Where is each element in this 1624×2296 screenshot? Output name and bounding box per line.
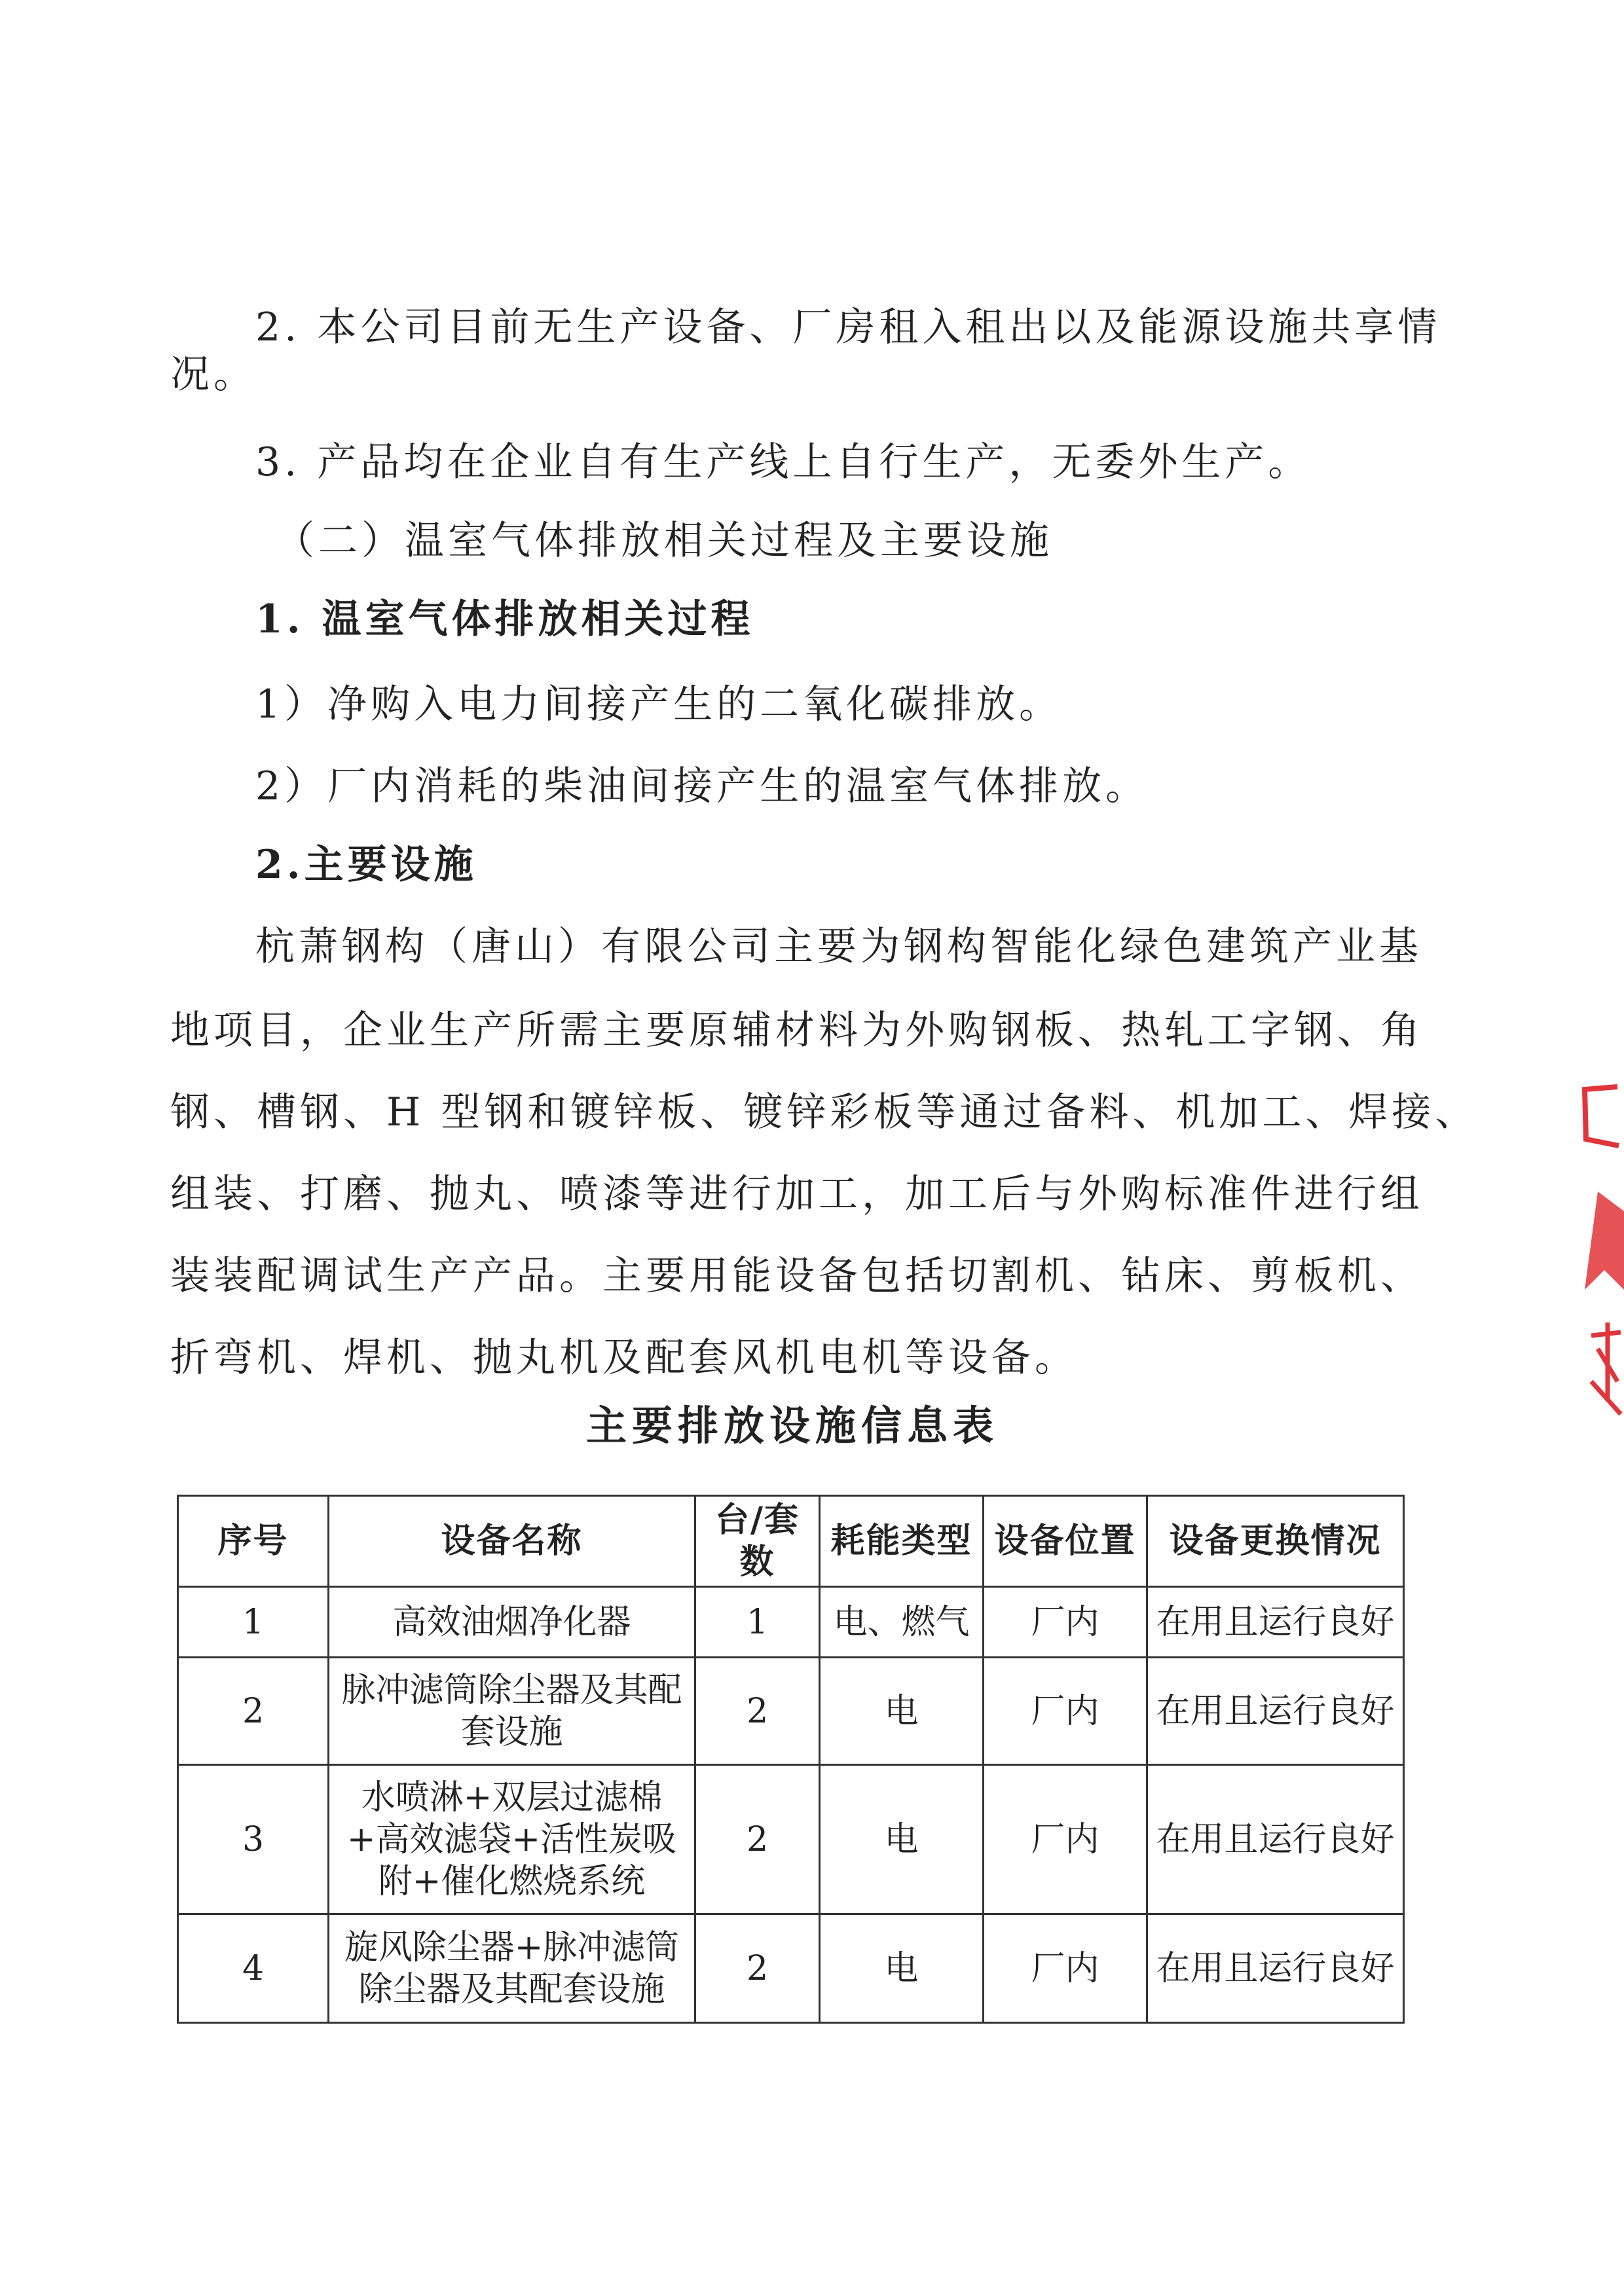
paragraph-line: 2）厂内消耗的柴油间接产生的温室气体排放。 [255,763,1149,809]
paragraph-line: 折弯机、焊机、抛丸机及配套风机电机等设备。 [170,1335,1078,1381]
cell-count: 2 [695,1765,820,1914]
table-row [178,1765,1404,1914]
table-row [178,1658,1404,1765]
cell-no: 1 [178,1587,329,1658]
header-status: 设备更换情况 [1147,1496,1404,1587]
subsection-heading: 2.主要设施 [255,842,477,888]
cell-name: 水喷淋+双层过滤棉+高效滤袋+活性炭吸附+催化燃烧系统 [329,1765,695,1914]
paragraph-line: 装装配调试生产产品。主要用能设备包括切割机、钻床、剪板机、 [170,1253,1424,1299]
seal-arc [1585,1087,1619,1146]
header-location: 设备位置 [984,1496,1147,1587]
header-no: 序号 [178,1496,329,1587]
cell-no: 3 [178,1765,329,1914]
table-header-row [178,1496,1404,1587]
header-count: 台/套数 [695,1496,820,1587]
paragraph-line: 地项目，企业生产所需主要原辅材料为外购钢板、热轧工字钢、角 [170,1008,1424,1053]
cell-name: 脉冲滤筒除尘器及其配套设施 [329,1658,695,1765]
cell-location: 厂内 [984,1914,1147,2023]
cell-status: 在用且运行良好 [1147,1765,1404,1914]
cell-no: 2 [178,1658,329,1765]
cell-status: 在用且运行良好 [1147,1587,1404,1658]
cell-count: 1 [695,1587,820,1658]
cell-name: 旋风除尘器+脉冲滤筒除尘器及其配套设施 [329,1914,695,2023]
red-seal-stamp [1572,1074,1624,1427]
cell-status: 在用且运行良好 [1147,1914,1404,2023]
header-energy: 耗能类型 [820,1496,984,1587]
cell-energy: 电 [820,1914,984,2023]
paragraph-line: 组装、打磨、抛丸、喷漆等进行加工，加工后与外购标准件进行组 [170,1171,1424,1217]
section-heading: （二）温室气体排放相关过程及主要设施 [275,518,1053,564]
cell-location: 厂内 [984,1765,1147,1914]
cell-count: 2 [695,1658,820,1765]
cell-count: 2 [695,1914,820,2023]
table-row [178,1587,1404,1658]
facilities-table [177,1495,1405,2024]
seal-star [1585,1192,1624,1290]
cell-name: 高效油烟净化器 [329,1587,695,1658]
subsection-heading: 1. 温室气体排放相关过程 [255,596,754,642]
cell-no: 4 [178,1914,329,2023]
paragraph-line: 2. 本公司目前无生产设备、厂房租入租出以及能源设施共享情 [255,304,1441,350]
seal-char [1591,1322,1621,1414]
table-row [178,1914,1404,2023]
paragraph-line: 3. 产品均在企业自有生产线上自行生产，无委外生产。 [255,439,1312,485]
paragraph-line: 1）净购入电力间接产生的二氧化碳排放。 [255,682,1063,727]
header-name: 设备名称 [329,1496,695,1587]
cell-energy: 电、燃气 [820,1587,984,1658]
paragraph-line: 钢、槽钢、H 型钢和镀锌板、镀锌彩板等通过备料、机加工、焊接、 [170,1089,1479,1135]
cell-status: 在用且运行良好 [1147,1658,1404,1765]
cell-location: 厂内 [984,1587,1147,1658]
cell-energy: 电 [820,1765,984,1914]
table-title: 主要排放设施信息表 [585,1402,999,1449]
paragraph-line: 杭萧钢构（唐山）有限公司主要为钢构智能化绿色建筑产业基 [255,924,1422,970]
paragraph-line: 况。 [170,352,257,397]
cell-location: 厂内 [984,1658,1147,1765]
cell-energy: 电 [820,1658,984,1765]
